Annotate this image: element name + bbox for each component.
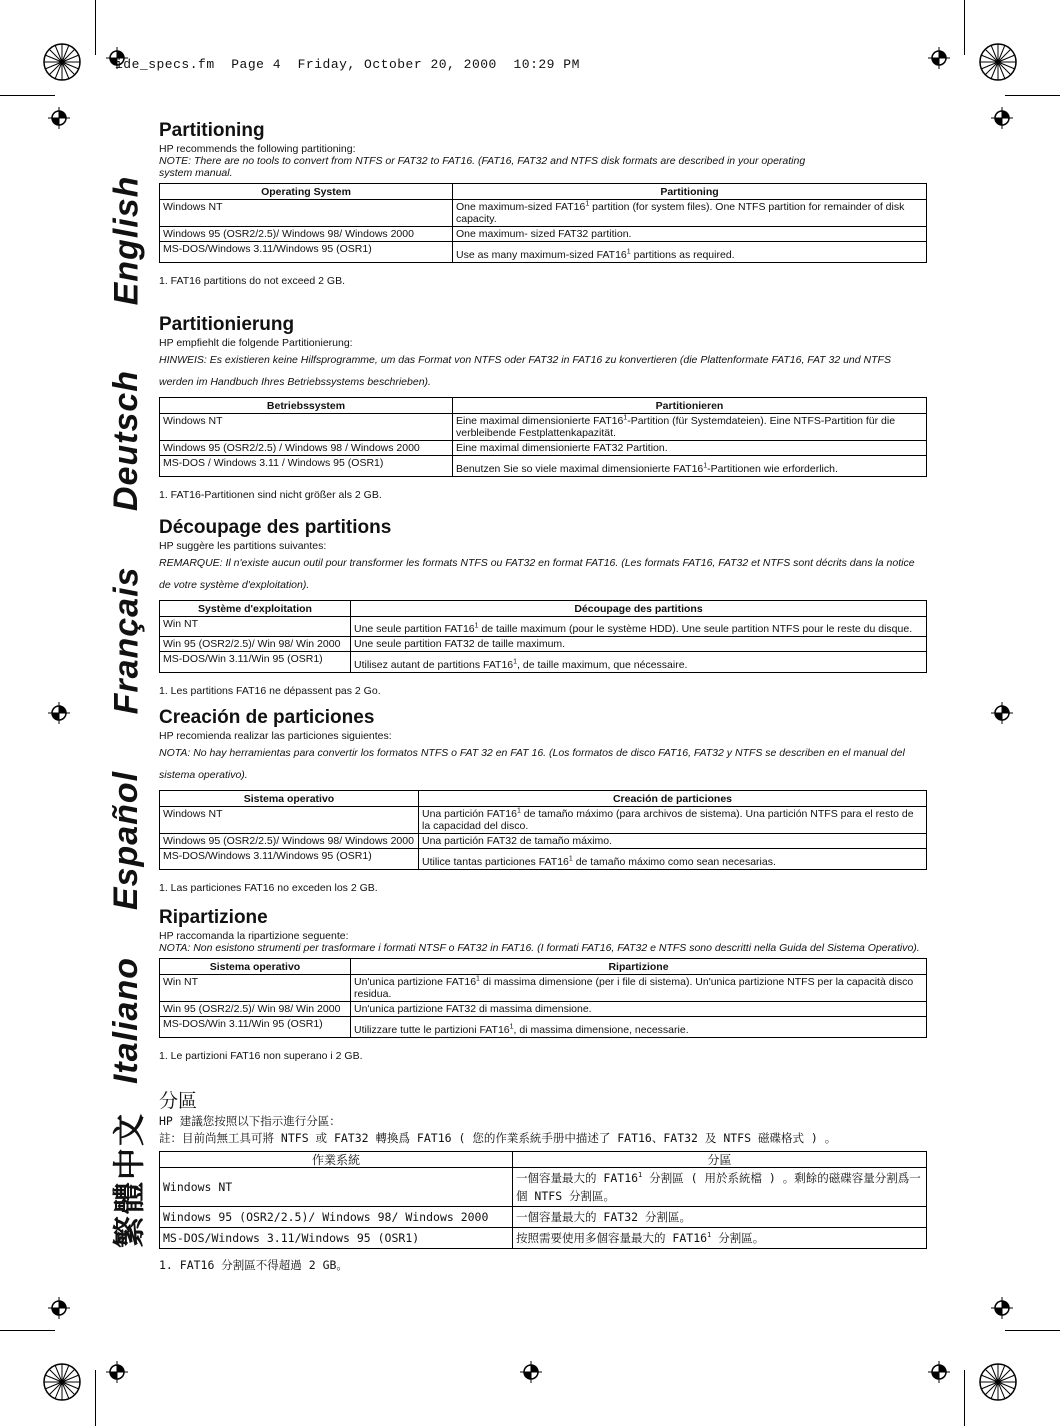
table-row	[160, 834, 927, 849]
section-title: Découpage des partitions	[159, 517, 392, 538]
partition-table	[159, 790, 927, 870]
table-row	[160, 1228, 927, 1249]
table-cell: MS-DOS/Windows 3.11/Windows 95 (OSR1)	[160, 1228, 513, 1249]
crop-mark	[1005, 95, 1060, 96]
table-cell: Utilisez autant de partitions $FAT16^1$, de taille maximum, que nécessaire.	[351, 652, 927, 673]
table-cell: Windows 95 (OSR2/2.5)/ Windows 98/ Windows 2000	[160, 834, 419, 849]
note-text: NOTA: No hay herramientas para convertir los formatos NTFS o FAT 32 en FAT 16. (Los formatos de disco FAT16, FAT32 y NTFS se describen en el manual del sistema operativo).	[159, 747, 905, 781]
section-chinese	[159, 1090, 927, 1274]
column-header: Partitioning	[453, 184, 927, 200]
side-label-chinese: 繁體中文	[110, 1111, 149, 1249]
file-header: ide_specs.fm Page 4 Friday, October 20, 2000 10:29 PM	[115, 57, 580, 72]
note-text: HINWEIS: Es existieren keine Hilfsprogramme, um das Format von NTFS oder FAT32 in FAT16 zu konvertieren (die Plattenformate FAT16, FAT 32 und NTFS werden im Handbuch Ihres Betriebssystems beschrieben).	[159, 354, 891, 388]
registration-target-icon	[520, 1361, 542, 1383]
table-cell: Un'unica partizione FAT32 di massima dimensione.	[351, 1002, 927, 1017]
note-text: REMARQUE: Il n'existe aucun outil pour transformer les formats NTFS ou FAT32 en format FAT16. (Les formats FAT16, FAT32 et NTFS sont décrits dans la notice de votre système d'exploitation).	[159, 557, 915, 591]
table-row	[160, 617, 927, 637]
column-header: Partitionieren	[453, 398, 927, 414]
table-row	[160, 1002, 927, 1017]
registration-target-icon	[106, 1361, 128, 1383]
registration-star-icon	[42, 42, 82, 82]
registration-target-icon	[991, 702, 1013, 724]
crop-mark	[964, 0, 965, 55]
table-row	[160, 456, 927, 477]
footnote: 1. Les partitions FAT16 ne dépassent pas 2 Go.	[159, 685, 381, 697]
table-cell: Use as many maximum-sized $FAT16^1$ partitions as required.	[453, 242, 927, 263]
column-header: Operating System	[160, 184, 453, 200]
table-cell: Benutzen Sie so viele maximal dimensionierte $FAT16^1$-Partitionen wie erforderlich.	[453, 456, 927, 477]
table-cell: Win NT	[160, 617, 351, 637]
column-header: Creación de particiones	[419, 791, 927, 807]
table-cell: 按照需要使用多個容量最大的 $FAT16^1$ 分割區。	[513, 1228, 927, 1249]
crop-mark	[1005, 1330, 1060, 1331]
table-cell: Una partición FAT32 de tamaño máximo.	[419, 834, 927, 849]
table-row	[160, 414, 927, 441]
table-cell: Windows NT	[160, 1168, 513, 1207]
table-cell: Win NT	[160, 975, 351, 1002]
partition-table	[159, 600, 927, 673]
table-row	[160, 975, 927, 1002]
table-cell: One maximum-sized $FAT16^1$ partition (for system files). One NTFS partition for remainder of disk capacity.	[453, 200, 927, 227]
footnote: 1. FAT16-Partitionen sind nicht größer als 2 GB.	[159, 489, 382, 501]
table-cell: MS-DOS/Windows 3.11/Windows 95 (OSR1)	[160, 849, 419, 870]
table-row	[160, 807, 927, 834]
intro-text: HP recommends the following partitioning:	[159, 143, 356, 155]
column-header: Sistema operativo	[160, 791, 419, 807]
column-header: Système d'exploitation	[160, 601, 351, 617]
table-cell: Windows 95 (OSR2/2.5)/ Windows 98/ Windows 2000	[160, 1207, 513, 1228]
table-cell: Eine maximal dimensionierte FAT32 Partition.	[453, 441, 927, 456]
side-label-espanol: Español	[107, 770, 146, 910]
side-label-deutsch: Deutsch	[107, 369, 146, 511]
column-header: 作業系統	[160, 1152, 513, 1168]
registration-target-icon	[928, 47, 950, 69]
table-row	[160, 1207, 927, 1228]
column-header: Ripartizione	[351, 959, 927, 975]
crop-mark	[95, 0, 96, 55]
column-header: 分區	[513, 1152, 927, 1168]
table-row	[160, 1017, 927, 1038]
table-cell: MS-DOS/Win 3.11/Win 95 (OSR1)	[160, 1017, 351, 1038]
table-cell: Un'unica partizione $FAT16^1$ di massima dimensione (per i file di sistema). Un'unica partizione NTFS per la capacità disco residua.	[351, 975, 927, 1002]
table-cell: Une seule partition $FAT16^1$ de taille maximum (pour le système HDD). Une seule partition NTFS pour le reste du disque.	[351, 617, 927, 637]
partition-table	[159, 1151, 927, 1249]
footnote: 1. Las particiones FAT16 no exceden los 2 GB.	[159, 882, 378, 894]
side-label-english: English	[107, 175, 146, 305]
table-cell: Windows 95 (OSR2/2.5)/ Windows 98/ Windows 2000	[160, 227, 453, 242]
section-title: Partitionierung	[159, 314, 295, 335]
table-cell: Windows NT	[160, 200, 453, 227]
intro-text: HP suggère les partitions suivantes:	[159, 540, 327, 552]
table-row	[160, 849, 927, 870]
crop-mark	[0, 95, 55, 96]
note-text: 註：目前尚無工具可將 NTFS 或 FAT32 轉換爲 FAT16 ( 您的作業系統手册中描述了 FAT16、FAT32 及 NTFS 磁碟格式 ) 。	[159, 1131, 837, 1145]
table-cell: Windows 95 (OSR2/2.5) / Windows 98 / Windows 2000	[160, 441, 453, 456]
table-row	[160, 200, 927, 227]
table-cell: Windows NT	[160, 414, 453, 441]
table-cell: Win 95 (OSR2/2.5)/ Win 98/ Win 2000	[160, 1002, 351, 1017]
table-cell: Une seule partition FAT32 de taille maximum.	[351, 637, 927, 652]
partition-table	[159, 183, 927, 263]
table-cell: Utilice tantas particiones $FAT16^1$ de tamaño máximo como sean necesarias.	[419, 849, 927, 870]
column-header: Betriebssystem	[160, 398, 453, 414]
crop-mark	[964, 1370, 965, 1426]
registration-star-icon	[978, 42, 1018, 82]
side-label-francais: Français	[107, 566, 146, 714]
table-cell: 一個容量最大的 FAT32 分割區。	[513, 1207, 927, 1228]
table-row	[160, 1168, 927, 1207]
intro-text: HP raccomanda la ripartizione seguente:	[159, 930, 349, 942]
section-deutsch	[159, 314, 927, 501]
column-header: Découpage des partitions	[351, 601, 927, 617]
table-row	[160, 652, 927, 673]
intro-text: HP 建議您按照以下指示進行分區：	[159, 1114, 341, 1128]
registration-star-icon	[978, 1362, 1018, 1402]
footnote: 1. FAT16 分割區不得超過 2 GB。	[159, 1258, 348, 1272]
table-cell: Win 95 (OSR2/2.5)/ Win 98/ Win 2000	[160, 637, 351, 652]
table-cell: MS-DOS / Windows 3.11 / Windows 95 (OSR1)	[160, 456, 453, 477]
table-cell: Una partición $FAT16^1$ de tamaño máximo (para archivos de sistema). Una partición NTFS para el resto de la capacidad del disco.	[419, 807, 927, 834]
footnote: 1. Le partizioni FAT16 non superano i 2 GB.	[159, 1050, 363, 1062]
partition-table	[159, 397, 927, 477]
note-text: NOTE: There are no tools to convert from NTFS or FAT32 to FAT16. (FAT16, FAT32 and NTFS disk formats are described in your operating system manual.	[159, 155, 806, 179]
registration-target-icon	[48, 107, 70, 129]
footnote: 1. FAT16 partitions do not exceed 2 GB.	[159, 275, 345, 287]
section-espanol	[159, 707, 927, 894]
table-cell: 一個容量最大的 $FAT16^1$ 分割區 ( 用於系統檔 ) 。剩餘的磁碟容量分割爲一個 NTFS 分割區。	[513, 1168, 927, 1207]
section-italiano	[159, 907, 927, 1062]
table-row	[160, 441, 927, 456]
table-cell: One maximum- sized FAT32 partition.	[453, 227, 927, 242]
intro-text: HP recomienda realizar las particiones siguientes:	[159, 730, 392, 742]
section-title: Creación de particiones	[159, 707, 375, 728]
registration-target-icon	[991, 107, 1013, 129]
table-cell: Utilizzare tutte le partizioni $FAT16^1$, di massima dimensione, necessarie.	[351, 1017, 927, 1038]
table-row	[160, 242, 927, 263]
crop-mark	[95, 1370, 96, 1426]
registration-target-icon	[928, 1361, 950, 1383]
section-title: 分區	[159, 1090, 198, 1112]
registration-target-icon	[48, 702, 70, 724]
registration-target-icon	[48, 1297, 70, 1319]
intro-text: HP empfiehlt die folgende Partitionierung:	[159, 337, 353, 349]
table-cell: Windows NT	[160, 807, 419, 834]
table-cell: MS-DOS/Win 3.11/Win 95 (OSR1)	[160, 652, 351, 673]
table-row	[160, 637, 927, 652]
partition-table	[159, 958, 927, 1038]
table-row	[160, 227, 927, 242]
side-label-italiano: Italiano	[107, 956, 146, 1084]
note-text: NOTA: Non esistono strumenti per trasformare i formati NTSF o FAT32 in FAT16. (I formati FAT16, FAT32 e NTFS sono descritti nella Guida del Sistema Operativo).	[159, 942, 920, 954]
column-header: Sistema operativo	[160, 959, 351, 975]
section-title: Ripartizione	[159, 907, 268, 928]
registration-star-icon	[42, 1362, 82, 1402]
registration-target-icon	[991, 1297, 1013, 1319]
section-english	[159, 120, 927, 287]
section-title: Partitioning	[159, 120, 265, 141]
table-cell: MS-DOS/Windows 3.11/Windows 95 (OSR1)	[160, 242, 453, 263]
table-cell: Eine maximal dimensionierte $FAT16^1$-Partition (für Systemdateien). Eine NTFS-Partition für die verbleibende Festplattenkapazität.	[453, 414, 927, 441]
crop-mark	[0, 1330, 55, 1331]
section-francais	[159, 517, 927, 697]
